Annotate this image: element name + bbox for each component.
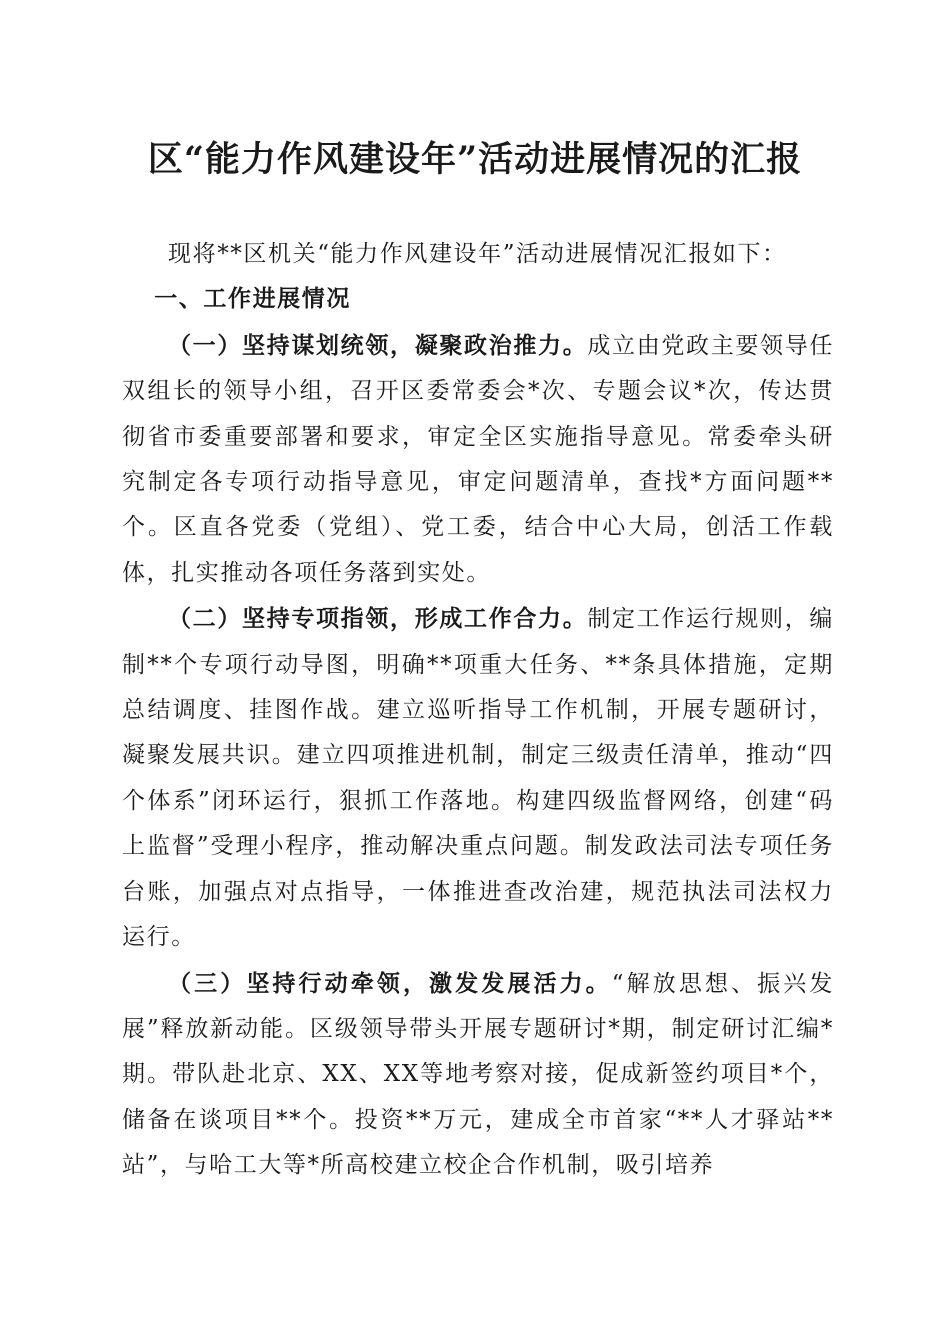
document-title: 区“能力作风建设年”活动进展情况的汇报 [147, 139, 803, 180]
paragraph-2 [122, 596, 834, 960]
paragraph-1-body: 成立由党政主要领导任双组长的领导小组，召开区委常委会*次、专题会议*次，传达贯彻省市委重要部署和要求，审定全区实施指导意见。常委牵头研究制定各专项行动指导意见，审定问题清单，查找*方面问题**个。区直各党委（党组）、党工委，结合中心大局，创活工作载体，扎实推动各项任务落到实处。 [122, 332, 834, 586]
paragraph-1 [122, 323, 834, 596]
paragraph-3-body: “解放思想、振兴发展”释放新动能。区级领导带头开展专题研讨*期，制定研讨汇编*期。带队赴北京、XX、XX等地考察对接，促成新签约项目*个，储备在谈项目**个。投资**万元，建成全市首家“**人才驿站**站”，与哈工大等*所高校建立校企合作机制，吸引培养 [122, 970, 834, 1179]
paragraph-2-body: 制定工作运行规则，编制**个专项行动导图，明确**项重大任务、**条具体措施，定期总结调度、挂图作战。建立巡听指导工作机制，开展专题研讨，凝聚发展共识。建立四项推进机制，制定三级责任清单，推动“四个体系”闭环运行，狠抓工作落地。构建四级监督网络，创建“码上监督”受理小程序，推动解决重点问题。制发政法司法专项任务台账，加强点对点指导，一体推进查改治建，规范执法司法权力运行。 [122, 606, 834, 951]
paragraph-1-lead: （一）坚持谋划统领，凝聚政治推力。 [168, 331, 588, 359]
paragraph-3-lead: （三）坚持行动牵领，激发发展活力。 [168, 969, 612, 997]
document-body [122, 232, 834, 1189]
section-heading: 一、工作进展情况 [154, 286, 351, 313]
paragraph-2-lead: （二）坚持专项指领，形成工作合力。 [168, 605, 588, 633]
intro-paragraph: 现将**区机关“能力作风建设年”活动进展情况汇报如下： [168, 241, 787, 267]
paragraph-3 [122, 961, 834, 1189]
